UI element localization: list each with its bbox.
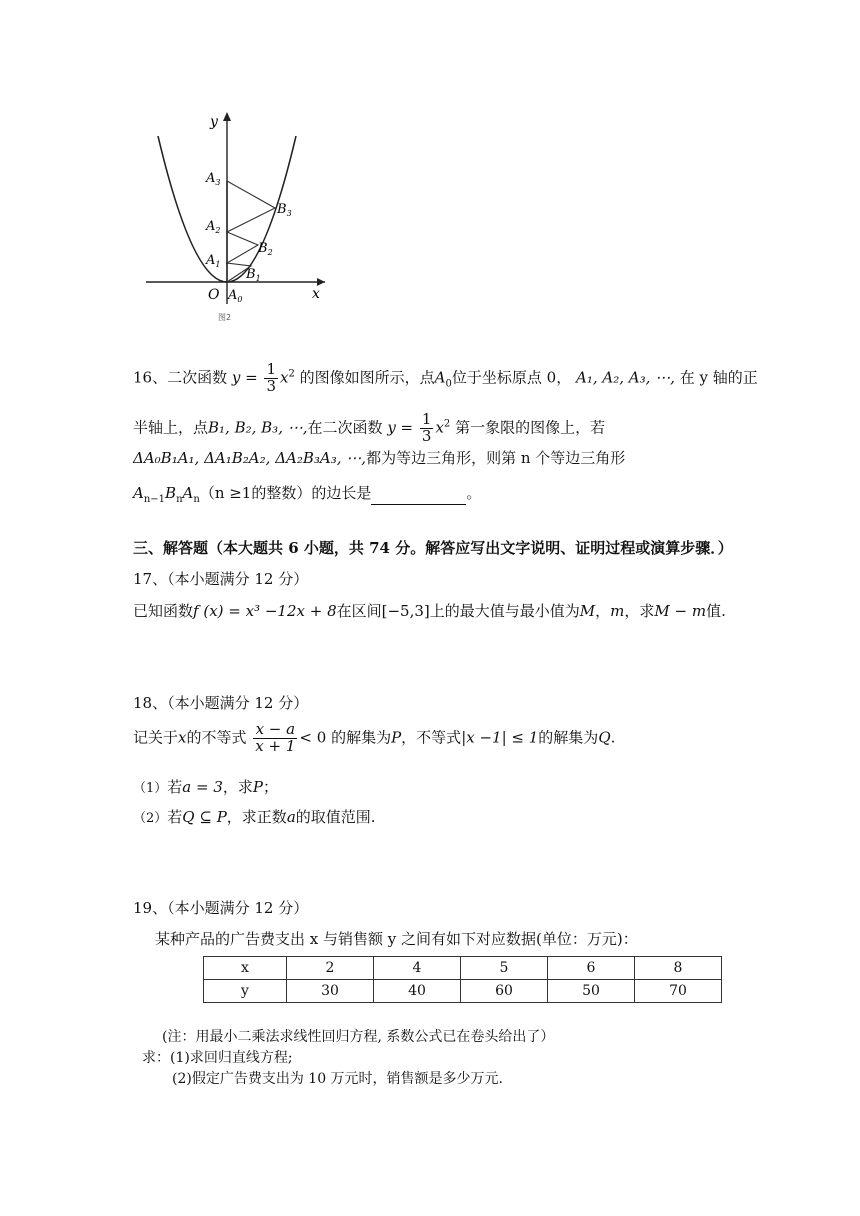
point-b3-label: $B_3$	[277, 202, 292, 218]
data-table	[203, 956, 722, 1003]
point-a0-label: $A_0$	[228, 288, 243, 304]
q17-header: 17、（本小题满分 12 分）	[133, 570, 309, 588]
x-axis-label: x	[312, 286, 320, 302]
table-row: x 2 4 5 6 8	[204, 957, 722, 980]
q16-line3: ΔA₀B₁A₁, ΔA₁B₂A₂, ΔA₂B₃A₃, ⋯,都为等边三角形，则第 n 个等边三角形	[133, 449, 626, 467]
point-a1-label: $A_1$	[206, 253, 221, 269]
q18-body: 记关于x的不等式 $\frac{x - a}{x + 1}$ < 0 的解集为P，不等式|x −1| ≤ 1的解集为Q.	[133, 720, 616, 755]
q18-header: 18、（本小题满分 12 分）	[133, 694, 309, 712]
q16-line2: 半轴上，点B₁, B₂, B₃, ⋯,在二次函数 y = $\frac{1}{3}$ $x^2$ 第一象限的图像上，若	[133, 410, 606, 445]
table-row: y 30 40 60 50 70	[204, 980, 722, 1003]
q16-number: 16、	[133, 368, 168, 387]
q17-body: 已知函数f (x) = x³ −12x + 8在区间[−5,3]上的最大值与最小值为M，m，求M − m值.	[133, 602, 726, 620]
point-a3-label: $A_3$	[206, 171, 221, 187]
section3-heading: 三、解答题（本大题共 6 小题，共 74 分。解答应写出文字说明、证明过程或演算步骤．）	[133, 539, 733, 557]
q19-intro: 某种产品的广告费支出 x 与销售额 y 之间有如下对应数据(单位：万元)：	[155, 930, 638, 948]
q19-ask1: 求：(1)求回归直线方程;	[142, 1050, 293, 1066]
y-axis-label: y	[210, 114, 218, 130]
answer-blank	[371, 490, 466, 505]
parabola-figure	[140, 106, 335, 331]
point-b1-label: $B_1$	[246, 267, 261, 283]
q18-fraction: $\frac{x - a}{x + 1}$	[255, 720, 296, 755]
y-axis-arrow	[223, 112, 231, 121]
x-axis-arrow	[317, 278, 325, 286]
point-a2-label: $A_2$	[206, 219, 221, 235]
q19-note: (注：用最小二乘法求线性回归方程, 系数公式已在卷头给出了）	[162, 1029, 555, 1045]
q16-fraction: $\frac{1}{3}$	[266, 360, 277, 395]
q18-part1: （1）若a = 3，求P；	[133, 778, 279, 796]
parabola-diagram	[140, 106, 335, 331]
q19-header: 19、（本小题满分 12 分）	[133, 899, 309, 917]
q16-line4: $A_{n-1}B_nA_n(n \ge 1$的整数）的边长是 。	[133, 484, 482, 505]
q19-ask2: (2)假定广告费支出为 10 万元时，销售额是多少万元.	[172, 1071, 503, 1087]
origin-label: O	[208, 287, 220, 303]
point-b2-label: $B_2$	[258, 241, 273, 257]
q18-part2: （2）若Q ⊆ P，求正数a的取值范围.	[133, 808, 376, 826]
figure-caption: 图2	[218, 313, 232, 322]
q16-line1: 16、二次函数 y = $\frac{1}{3}$ $x^2$ 的图像如图所示，点$A_0$位于坐标原点 0， A₁, A₂, A₃, ⋯, 在 y 轴的正	[133, 360, 758, 395]
